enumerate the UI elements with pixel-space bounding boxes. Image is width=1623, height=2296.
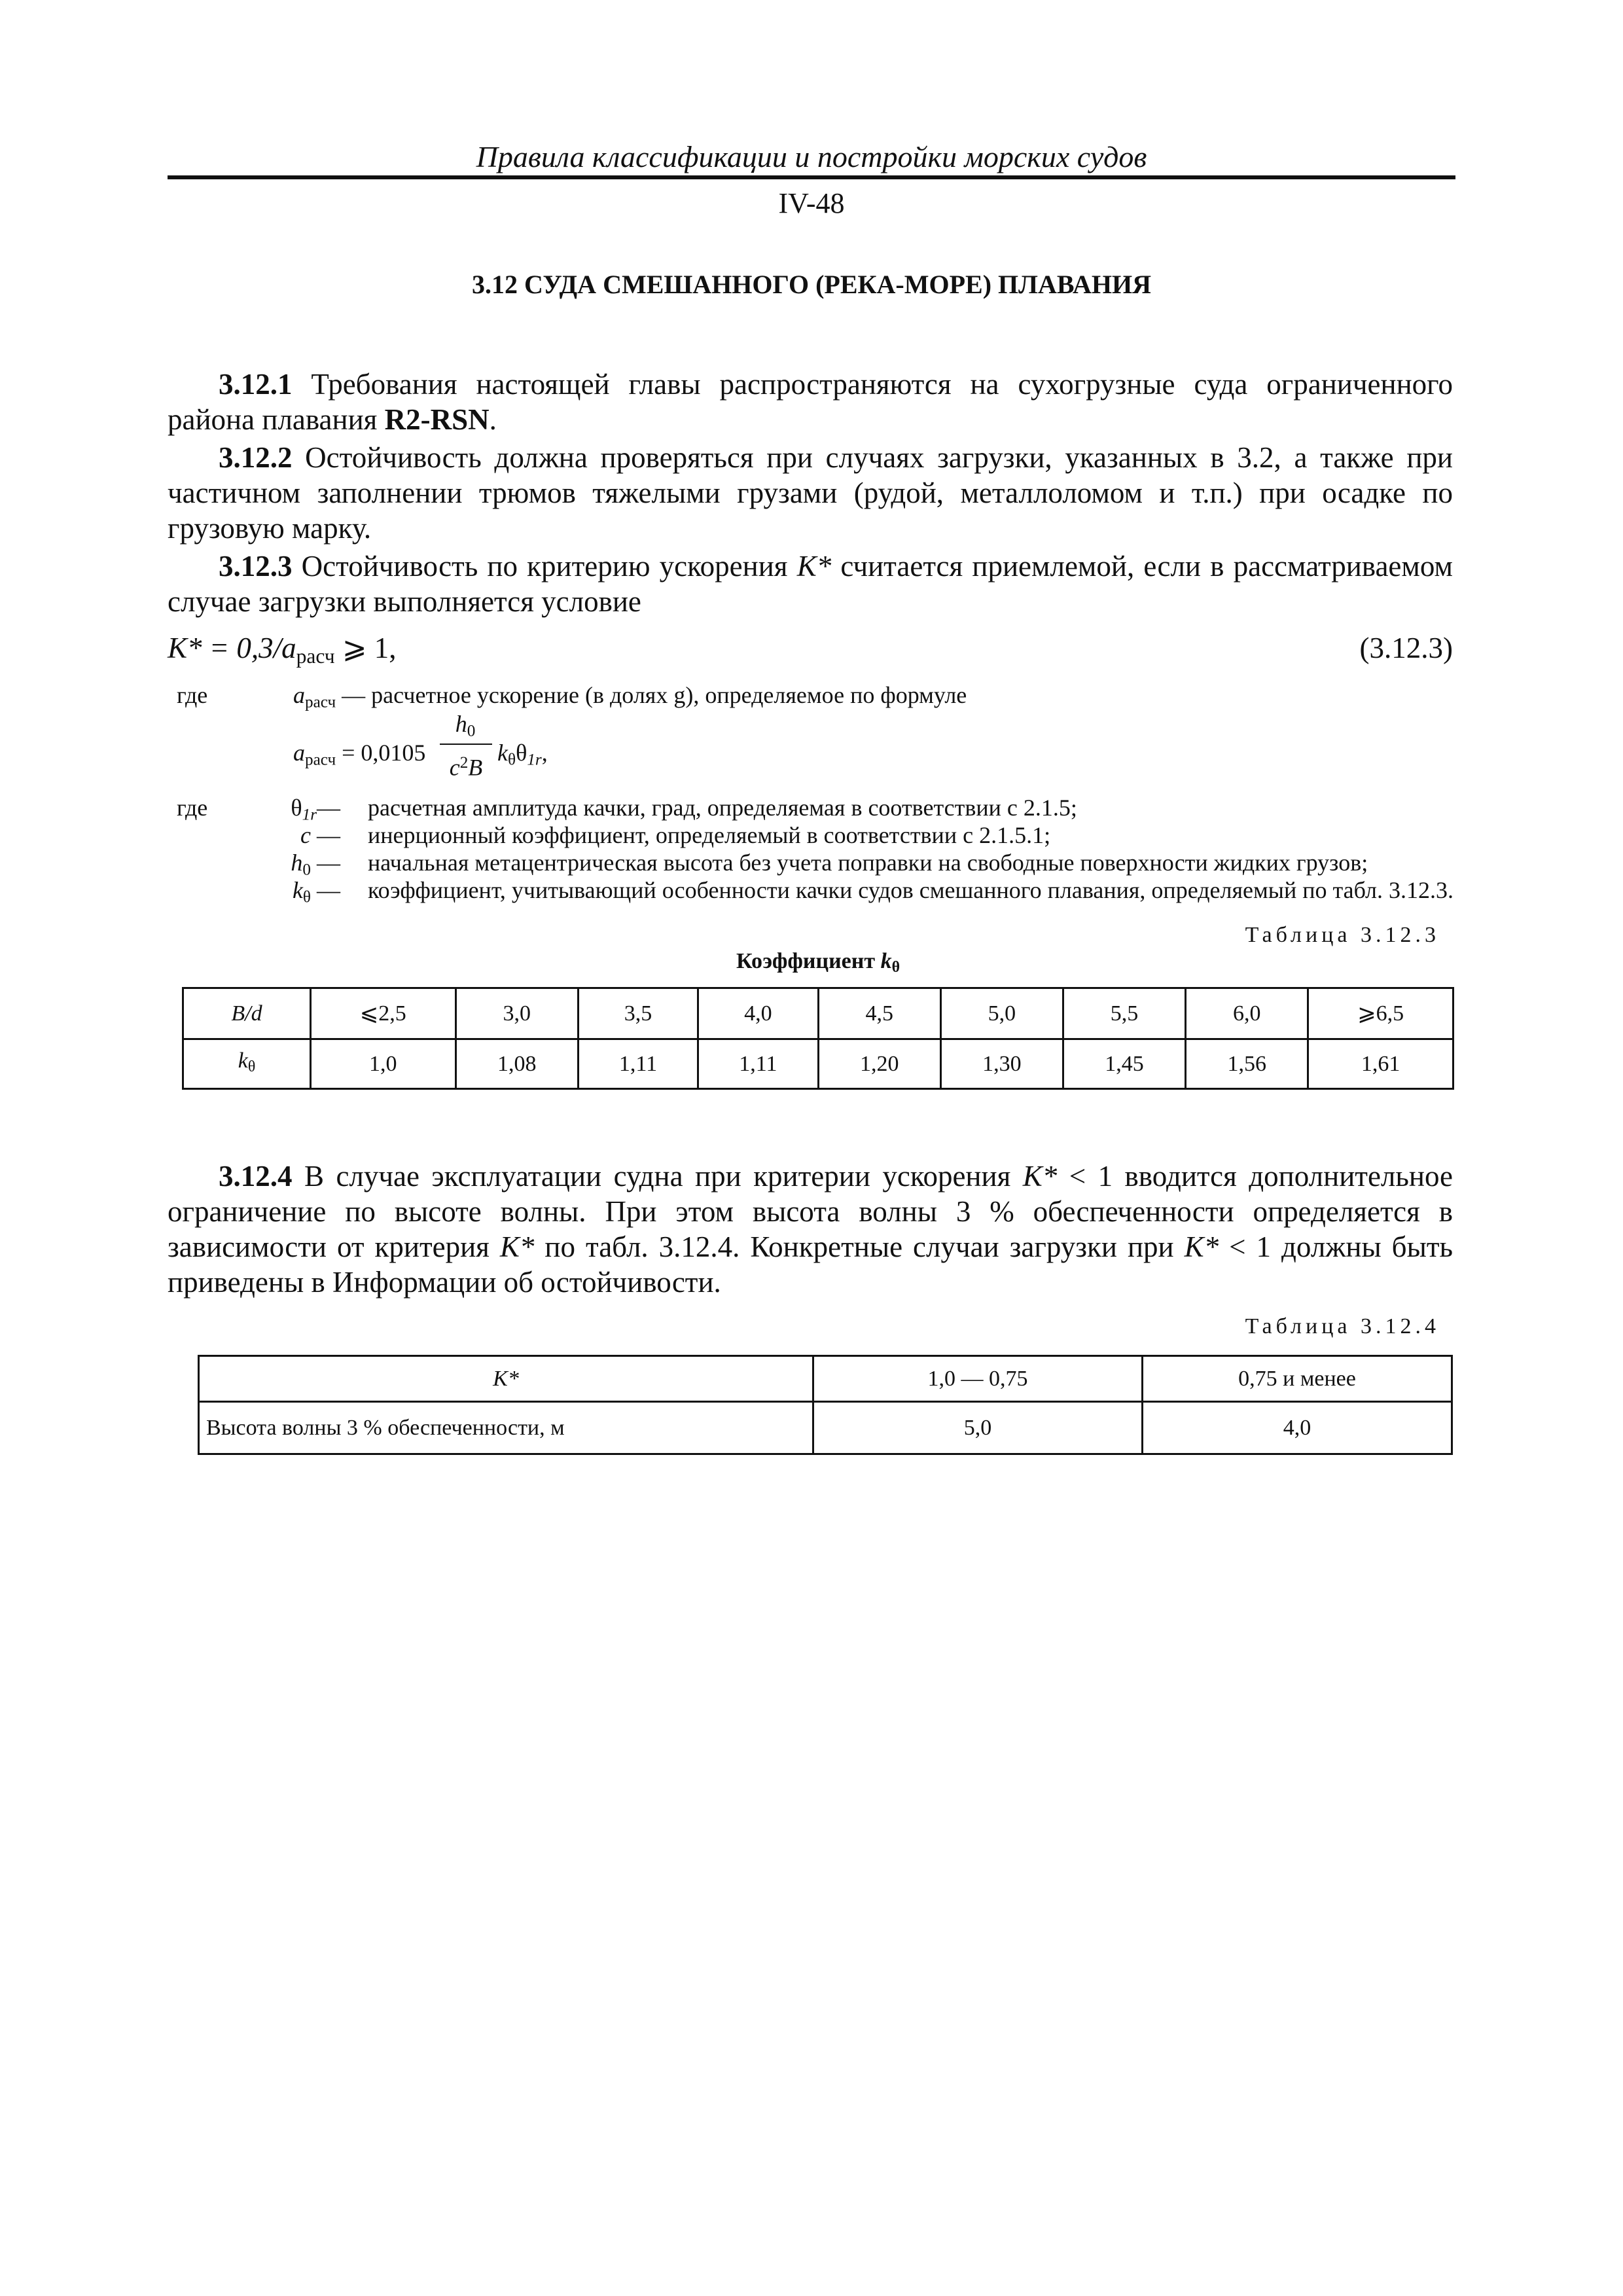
fraction-numerator: $h_0$ (455, 711, 476, 740)
row-header: Высота волны 3 % обеспеченности, м (199, 1402, 813, 1454)
table-cell: 4,0 (1143, 1402, 1452, 1454)
definition-symbol: $\theta_{1r}—$ (291, 795, 340, 824)
table-cell: 6,0 (1186, 988, 1308, 1039)
table-row (183, 1039, 1454, 1089)
table-cell: ⩽2,5 (311, 988, 456, 1039)
table-cell: 1,61 (1308, 1039, 1454, 1089)
fraction-bar (440, 744, 492, 745)
fraction-denominator: $c^2B$ (449, 754, 483, 781)
table-cell: 1,30 (940, 1039, 1063, 1089)
table-cell: 3,5 (578, 988, 698, 1039)
definition-symbol: $k_\theta$ — (292, 877, 340, 906)
definition-text: начальная метацентрическая высота без учета поправки на свободные поверхности жидких грузов; (368, 850, 1368, 876)
paragraph-number: 3.12.3 (219, 550, 293, 583)
table-cell: 5,5 (1063, 988, 1185, 1039)
table-cell: 1,11 (578, 1039, 698, 1089)
table-cell: 5,0 (813, 1402, 1143, 1454)
where-label: где (177, 682, 208, 708)
table-cell: 1,0 (311, 1039, 456, 1089)
header-rule (168, 175, 1455, 179)
paragraph-number: 3.12.4 (219, 1160, 293, 1193)
column-header: 1,0 — 0,75 (813, 1356, 1143, 1402)
definition-text: коэффициент, учитывающий особенности качки судов смешанного плавания, определяемый по табл. 3.12.3. (368, 877, 1454, 903)
table-cell: 1,56 (1186, 1039, 1308, 1089)
running-header: Правила классификации и постройки морских судов (476, 140, 1147, 173)
table-cell: 3,0 (455, 988, 578, 1039)
table-3-12-4 (198, 1355, 1453, 1455)
table-row (199, 1402, 1452, 1454)
table-cell: 1,08 (455, 1039, 578, 1089)
definition-symbol: $h_0$ — (291, 850, 340, 879)
definition-a-rasch: $a_{расч}$ — расчетное ускорение (в долях g), определяемое по формуле (293, 682, 967, 711)
paragraph-3-12-4: 3.12.4 В случае эксплуатации судна при критерии ускорения K* < 1 вводится дополнительное ограничение по высоте волны. При этом высота волны 3 % обеспеченности определяется в зависимости от критерия K* по табл. 3.12.4. Конкретные случаи загрузки при K* < 1 должны быть приведены в Информации об остойчивости. (168, 1160, 1454, 1299)
page-number: IV-48 (778, 187, 845, 219)
section-title: 3.12 СУДА СМЕШАННОГО (РЕКА-МОРЕ) ПЛАВАНИЯ (471, 270, 1152, 299)
table-label: Таблица 3.12.4 (1245, 1314, 1440, 1338)
equation-number: (3.12.3) (1359, 632, 1453, 664)
table-3-12-3 (182, 987, 1454, 1090)
paragraph-3-12-3: 3.12.3 Остойчивость по критерию ускорения K* считается приемлемой, если в рассматриваемом случае загрузки выполняется условие (168, 550, 1453, 618)
paragraph-number: 3.12.1 (219, 368, 293, 401)
table-cell: 4,5 (818, 988, 940, 1039)
row-header: B/d (183, 988, 311, 1039)
table-cell: 1,45 (1063, 1039, 1185, 1089)
table-cell: ⩾6,5 (1308, 988, 1454, 1039)
formula-a-rasch-rhs: $k_\theta\theta_{1r}$, (497, 740, 548, 769)
table-cell: 4,0 (698, 988, 818, 1039)
definition-symbol: c — (300, 822, 340, 848)
column-header: K* (199, 1356, 813, 1402)
area-code: R2-RSN (384, 403, 490, 436)
table-cell: 5,0 (940, 988, 1063, 1039)
table-label: Таблица 3.12.3 (1245, 923, 1440, 947)
where-label: где (177, 795, 208, 821)
table-row (199, 1356, 1452, 1402)
table-cell: 1,20 (818, 1039, 940, 1089)
paragraph-3-12-2: 3.12.2 Остойчивость должна проверяться при случаях загрузки, указанных в 3.2, а также при частичном заполнении трюмов тяжелыми грузами (рудой, металлоломом и т.п.) при осадке по грузовую марку. (168, 441, 1453, 545)
column-header: 0,75 и менее (1143, 1356, 1452, 1402)
table-caption: Коэффициент $k_\theta$ (736, 949, 900, 976)
definition-text: инерционный коэффициент, определяемый в соответствии с 2.1.5.1; (368, 822, 1051, 848)
formula-3-12-3: $K* = 0,3/a_{расч}$ ⩾ 1, (3.12.3) (168, 630, 1453, 675)
paragraph-number: 3.12.2 (219, 441, 293, 474)
table-cell: 1,11 (698, 1039, 818, 1089)
paragraph-3-12-1: 3.12.1 Требования настоящей главы распространяются на сухогрузные суда ограниченного района плавания R2-RSN. (168, 368, 1453, 436)
formula-a-rasch-lhs: $a_{расч} = 0,0105$ (293, 740, 426, 769)
table-row (183, 988, 1454, 1039)
row-header: $k_\theta$ (183, 1039, 311, 1089)
definition-text: расчетная амплитуда качки, град, определяемая в соответствии с 2.1.5; (368, 795, 1077, 821)
